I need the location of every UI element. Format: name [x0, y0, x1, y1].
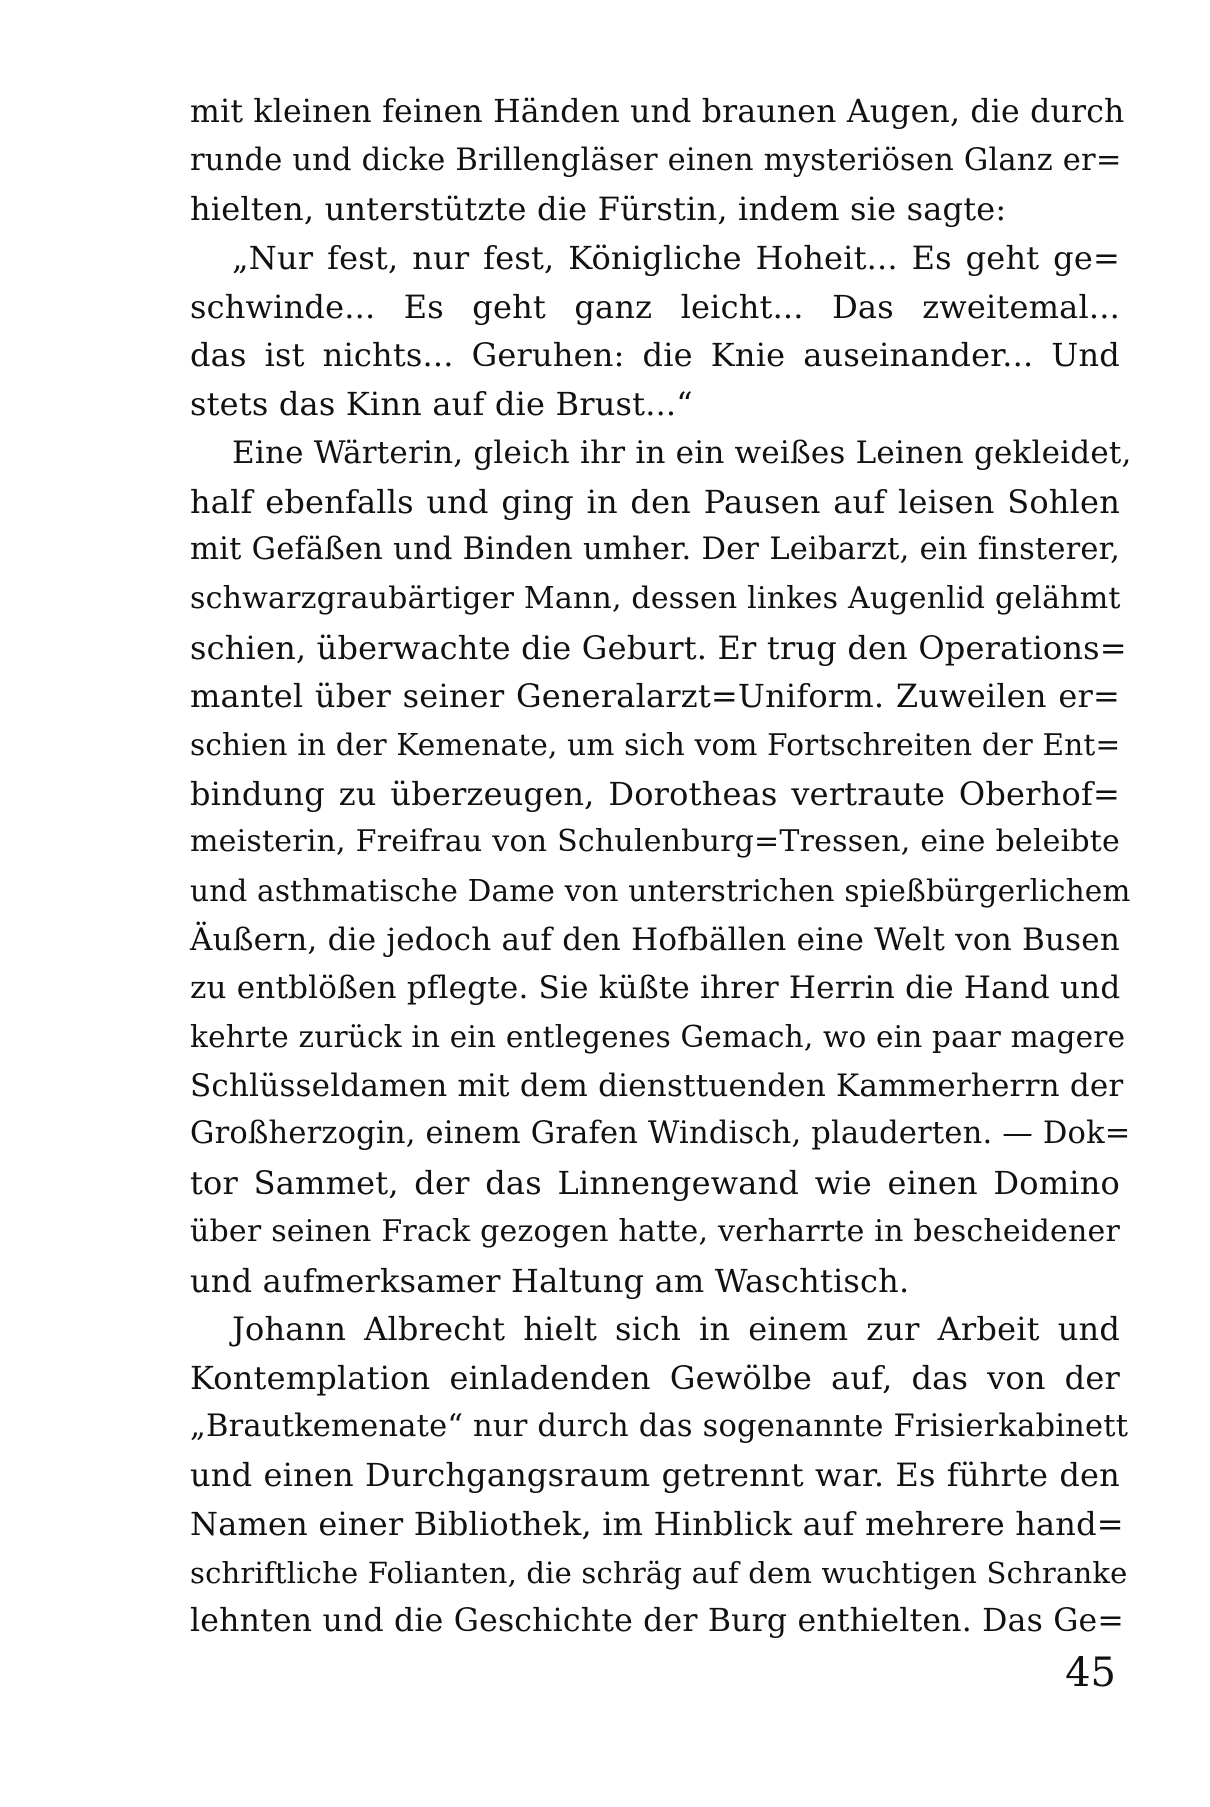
text-line: meisterin, Freifrau von Schulenburg=Tressen, eine beleibte: [190, 824, 1120, 860]
text-line: half ebenfalls und ging in den Pausen auf leisen Sohlen: [190, 482, 1120, 521]
text-line: Großherzogin, einem Grafen Windisch, plauderten. — Dok=: [190, 1116, 1131, 1152]
text-line: und aufmerksamer Haltung am Waschtisch.: [190, 1261, 910, 1300]
text-line: schriftliche Folianten, die schräg auf dem wuchtigen Schranke: [190, 1555, 1128, 1590]
text-line: stets das Kinn auf die Brust...“: [190, 385, 693, 424]
text-line: mit Gefäßen und Binden umher. Der Leibarzt, ein finsterer,: [190, 532, 1120, 568]
text-line: mantel über seiner Generalarzt=Uniform. Zuweilen er=: [190, 677, 1120, 716]
text-line: schien, überwachte die Geburt. Er trug den Operations=: [190, 628, 1127, 667]
text-line: und einen Durchgangsraum getrennt war. Es führte den: [190, 1456, 1120, 1495]
text-line: Äußern, die jedoch auf den Hofbällen eine Welt von Busen: [190, 921, 1120, 958]
text-line: kehrte zurück in ein entlegenes Gemach, wo ein paar magere: [190, 1020, 1126, 1055]
text-line: Johann Albrecht hielt sich in einem zur Arbeit und: [232, 1310, 1120, 1349]
text-line: Schlüsseldamen mit dem diensttuenden Kammerherrn der: [190, 1067, 1124, 1104]
body-text: [190, 88, 1132, 1646]
text-line: Eine Wärterin, gleich ihr in ein weißes Leinen gekleidet,: [232, 434, 1132, 471]
text-line: und asthmatische Dame von unterstrichen spießbürgerlichem: [190, 874, 1131, 908]
text-line: Namen einer Bibliothek, im Hinblick auf mehrere hand=: [190, 1504, 1124, 1543]
text-line: über seinen Frack gezogen hatte, verharrte in bescheidener: [190, 1213, 1120, 1249]
text-line: Kontemplation einladenden Gewölbe auf, das von der: [190, 1358, 1120, 1397]
text-line: mit kleinen feinen Händen und braunen Augen, die durch: [190, 94, 1125, 130]
text-line: schwinde... Es geht ganz leicht... Das zweitemal...: [190, 287, 1120, 326]
text-line: bindung zu überzeugen, Dorotheas vertraute Oberhof=: [190, 774, 1120, 813]
text-line: „Brautkemenate“ nur durch das sogenannte Frisierkabinett: [190, 1408, 1129, 1444]
text-line: tor Sammet, der das Linnengewand wie einen Domino: [190, 1164, 1120, 1203]
text-line: „Nur fest, nur fest, Königliche Hoheit... Es geht ge=: [232, 239, 1120, 278]
text-line: hielten, unterstützte die Fürstin, indem sie sagte:: [190, 190, 1007, 229]
page-number: 45: [1065, 1650, 1116, 1696]
text-line: runde und dicke Brillengläser einen mysteriösen Glanz er=: [190, 142, 1122, 178]
text-line: lehnten und die Geschichte der Burg enthielten. Das Ge=: [190, 1603, 1124, 1640]
text-line: schwarzgraubärtiger Mann, dessen linkes Augenlid gelähmt: [190, 580, 1121, 616]
text-line: zu entblößen pflegte. Sie küßte ihrer Herrin die Hand und: [190, 970, 1121, 1007]
text-line: schien in der Kemenate, um sich vom Fortschreiten der Ent=: [190, 727, 1121, 762]
text-line: das ist nichts... Geruhen: die Knie auseinander... Und: [190, 336, 1120, 375]
